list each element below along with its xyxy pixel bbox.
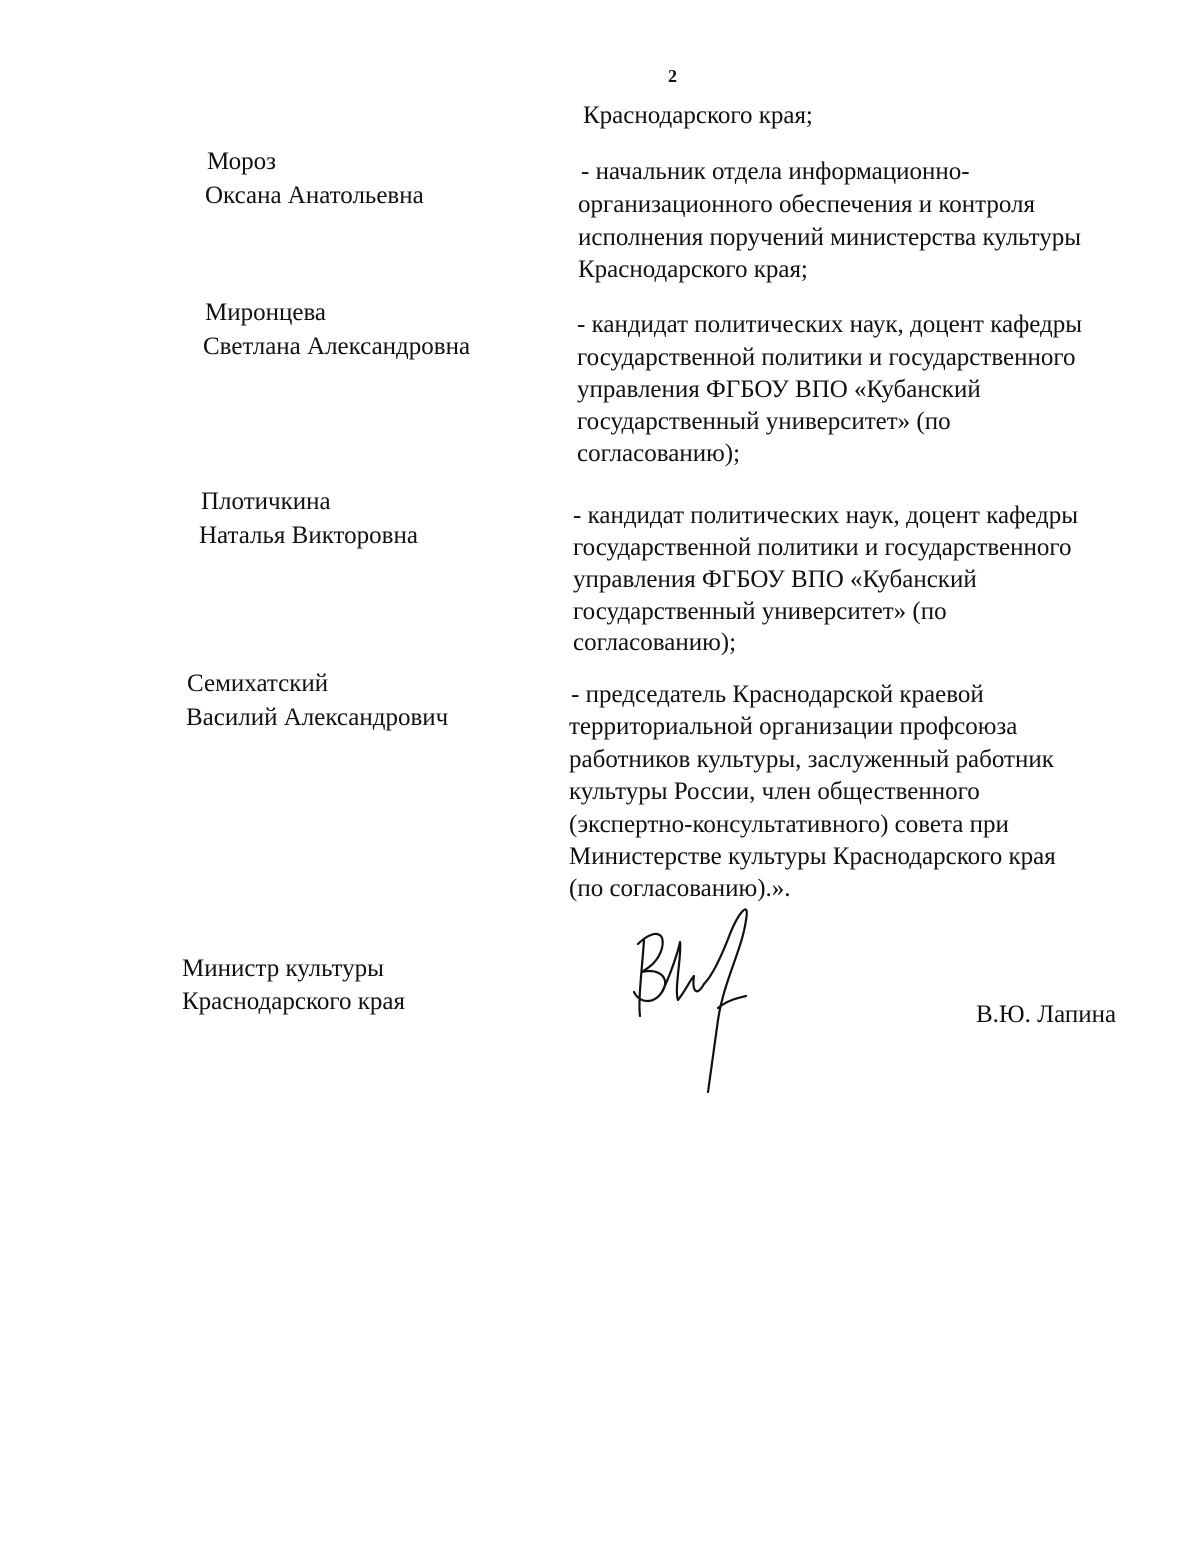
handwritten-signature [600, 880, 790, 1100]
member-role-line: работников культуры, заслуженный работник [569, 746, 1054, 773]
member-role-line: государственный университет» (по [577, 408, 951, 435]
member-role-line: управления ФГБОУ ВПО «Кубанский [577, 376, 981, 403]
member-role-line: культуры России, член общественного [569, 778, 980, 805]
member-role-line: исполнения поручений министерства культуры [578, 224, 1082, 251]
signer-title-line2: Краснодарского края [182, 988, 405, 1015]
member-surname: Семихатский [187, 670, 329, 697]
member-role-line: управления ФГБОУ ВПО «Кубанский [573, 566, 977, 593]
member-role-line: - кандидат политических наук, доцент кафедры [573, 502, 1079, 529]
member-given-names: Наталья Викторовна [199, 522, 418, 549]
member-role-line: Краснодарского края; [578, 256, 808, 283]
member-role-line: территориальной организации профсоюза [569, 713, 1018, 740]
member-role-line: - кандидат политических наук, доцент кафедры [577, 311, 1083, 338]
member-given-names: Светлана Александровна [203, 333, 471, 360]
signer-title-line1: Министр культуры [182, 955, 384, 982]
signer-title [182, 952, 405, 1018]
member-given-names: Оксана Анатольевна [205, 182, 424, 209]
member-role-line: (экспертно-консультативного) совета при [569, 811, 1009, 838]
member-role-line: Министерстве культуры Краснодарского края [569, 843, 1056, 870]
member-role-line: - председатель Краснодарской краевой [571, 681, 984, 708]
member-role-line: государственный университет» (по [573, 598, 947, 625]
member-given-names: Василий Александрович [186, 704, 449, 731]
member-role-line: (по согласованию).». [569, 875, 791, 902]
page-number: 2 [668, 66, 677, 86]
member-role-line: согласованию); [573, 629, 737, 656]
continuation-line: Краснодарского края; [583, 102, 813, 129]
member-surname: Плотичкина [201, 488, 331, 515]
member-role-line: организационного обеспечения и контроля [578, 191, 1035, 218]
member-surname: Мороз [207, 148, 276, 175]
signer-name: В.Ю. Лапина [976, 1001, 1117, 1028]
member-role-line: - начальник отдела информационно- [581, 158, 970, 185]
member-role-line: государственной политики и государственного [577, 344, 1076, 371]
member-role-line: согласованию); [577, 440, 741, 467]
member-surname: Миронцева [205, 299, 327, 326]
member-role-line: государственной политики и государственного [573, 534, 1072, 561]
